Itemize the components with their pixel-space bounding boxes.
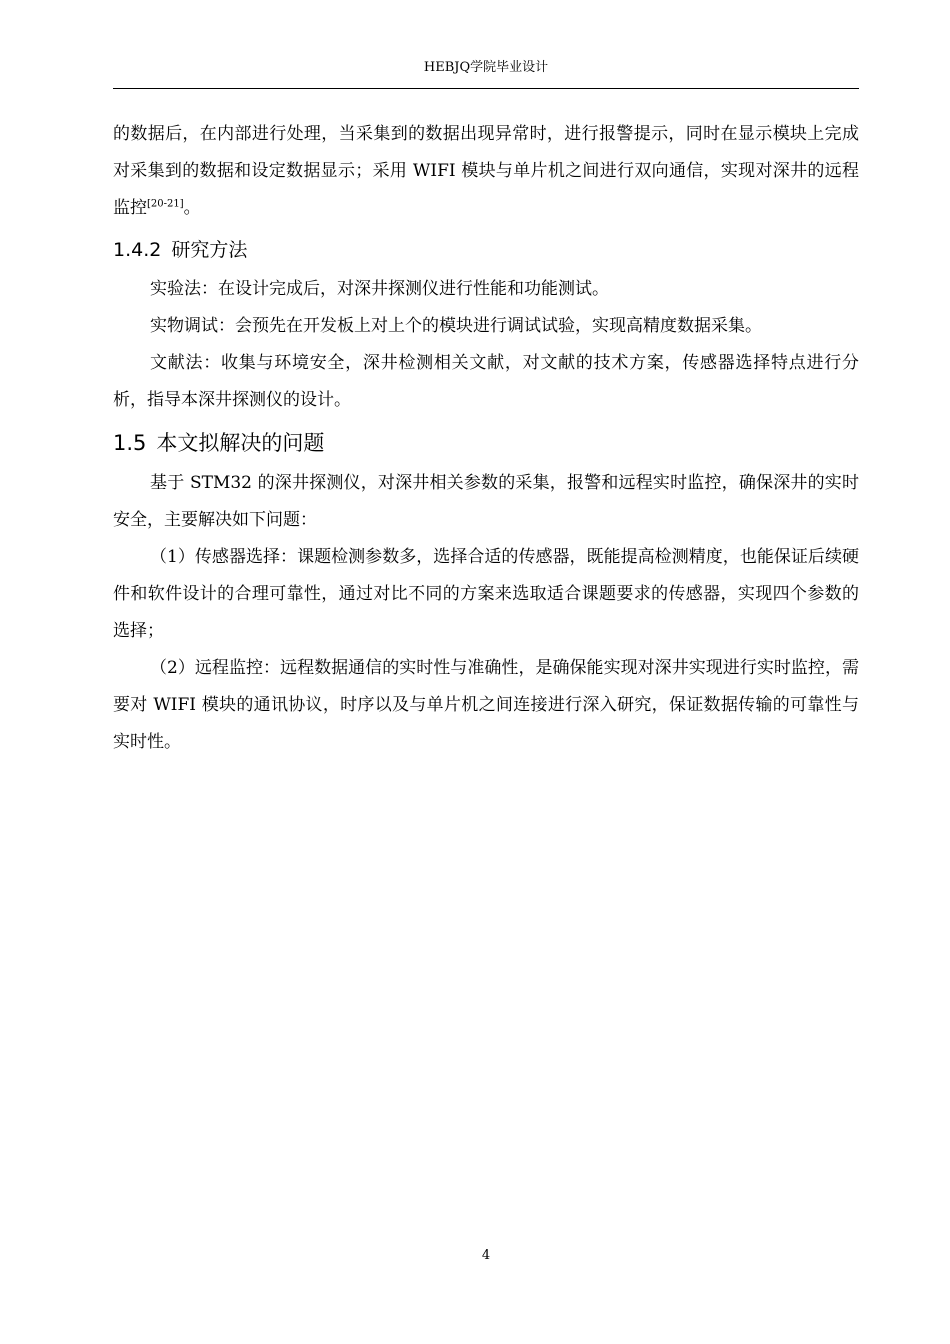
paragraph-item-2: （2）远程监控：远程数据通信的实时性与准确性，是确保能实现对深井实现进行实时监控，需要对 WIFI 模块的通讯协议，时序以及与单片机之间连接进行深入研究，保证数据传输的可靠性与实时性。 — [113, 658, 859, 752]
paragraph-intro: 基于 STM32 的深井探测仪，对深井相关参数的采集，报警和远程实时监控，确保深井的实时安全，主要解决如下问题： — [113, 473, 859, 530]
section-title: 本文拟解决的问题 — [156, 431, 325, 455]
paragraph-continued — [113, 116, 859, 227]
citation-ref: [20-21] — [147, 198, 184, 210]
paragraph-literature: 文献法：收集与环境安全，深井检测相关文献，对文献的技术方案，传感器选择特点进行分析，指导本深井探测仪的设计。 — [113, 353, 859, 410]
page-number: 4 — [481, 1248, 491, 1263]
paragraph-debug: 实物调试：会预先在开发板上对上个的模块进行调试试验，实现高精度数据采集。 — [150, 316, 762, 336]
page-body — [113, 116, 859, 761]
paragraph-item-1: （1）传感器选择：课题检测参数多，选择合适的传感器，既能提高检测精度，也能保证后续硬件和软件设计的合理可靠性，通过对比不同的方案来选取适合课题要求的传感器，实现四个参数的选择； — [113, 547, 859, 641]
paragraph-text: 的数据后，在内部进行处理，当采集到的数据出现异常时，进行报警提示，同时在显示模块上完成对采集到的数据和设定数据显示；采用 WIFI 模块与单片机之间进行双向通信，实现对深井的远程监控 — [113, 124, 859, 218]
section-heading-1-4-2 — [113, 232, 859, 268]
header-rule — [113, 88, 859, 89]
section-number: 1.5 — [113, 431, 147, 455]
section-heading-1-5 — [113, 424, 859, 462]
paragraph-tail: 。 — [183, 198, 201, 218]
section-number: 1.4.2 — [113, 239, 162, 261]
section-title: 研究方法 — [171, 239, 248, 261]
paragraph-experiment: 实验法：在设计完成后，对深井探测仪进行性能和功能测试。 — [150, 279, 609, 299]
running-header: HEBJQ学院毕业设计 — [423, 60, 549, 75]
